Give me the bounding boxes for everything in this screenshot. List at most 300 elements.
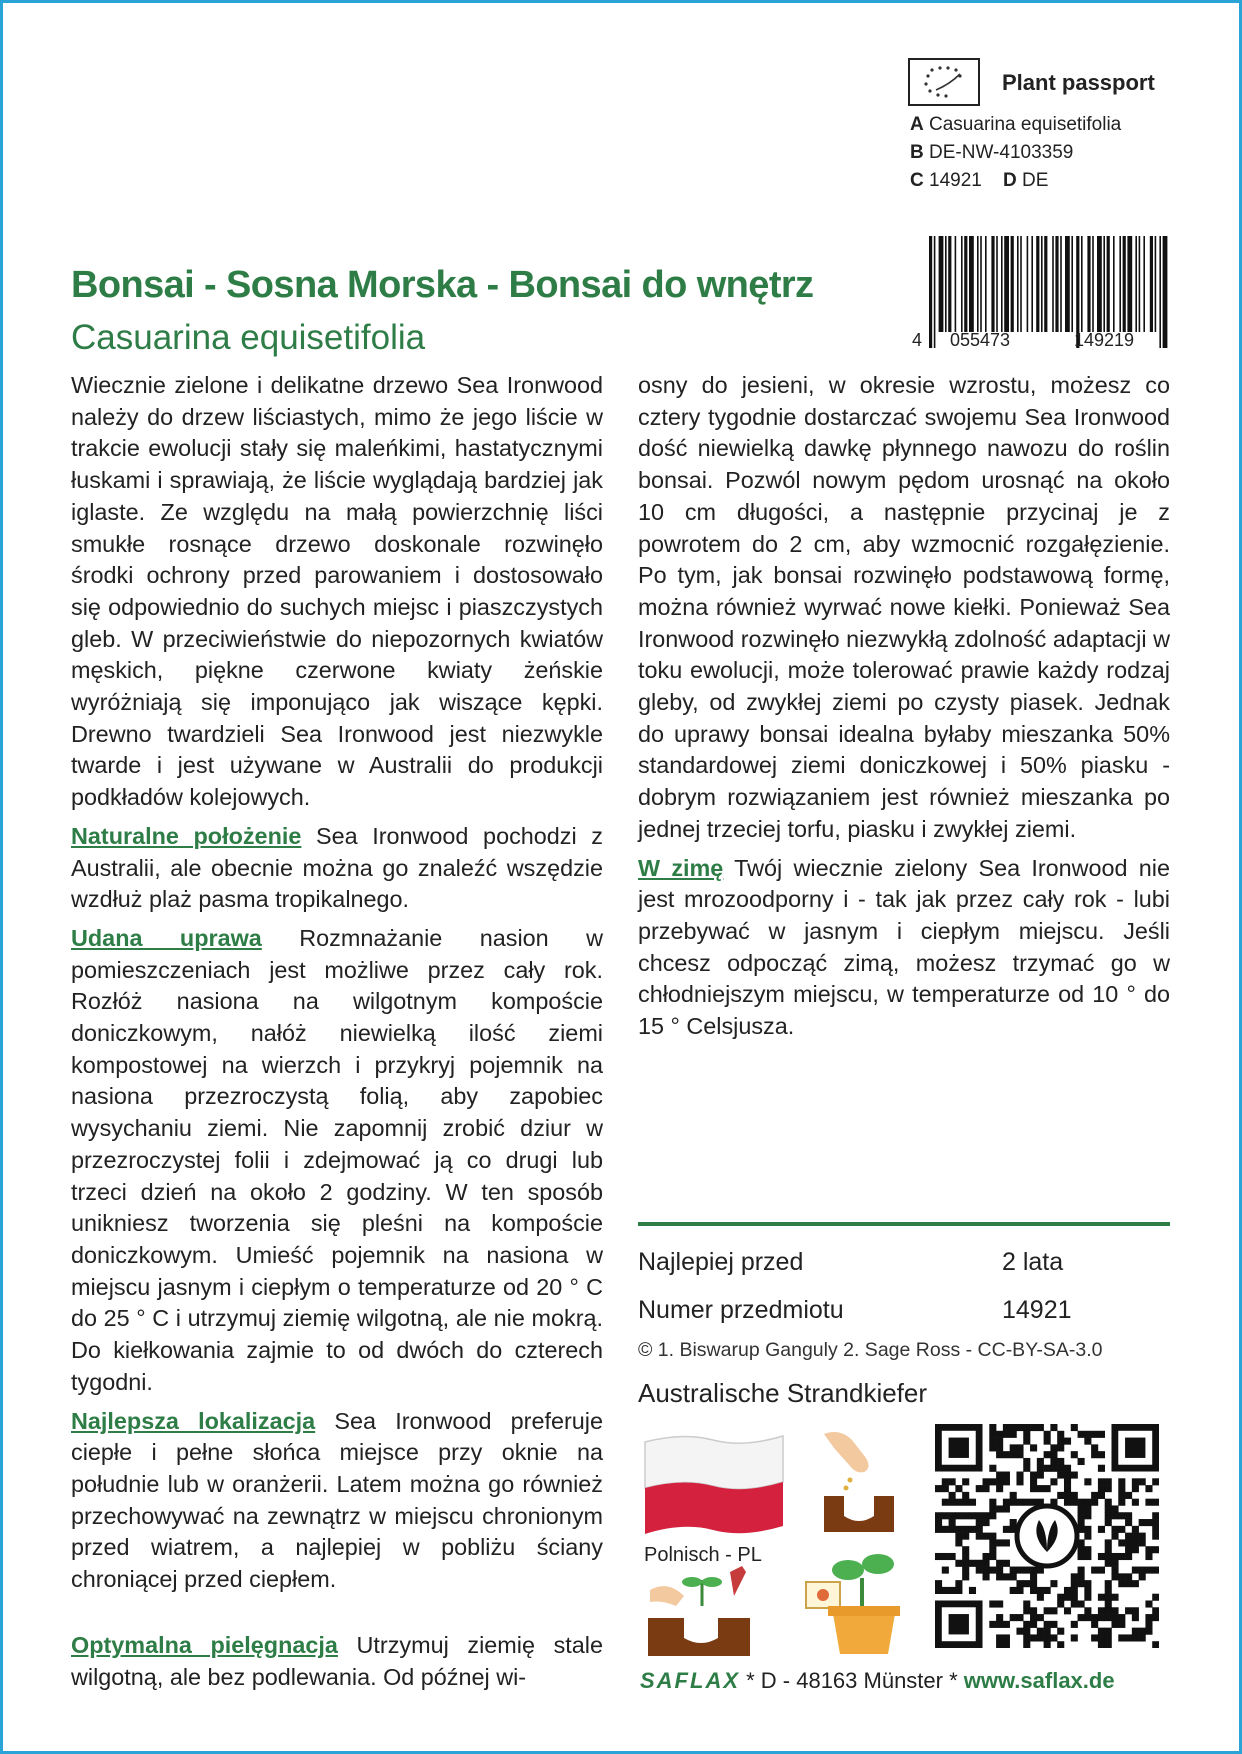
qr-module — [1023, 1499, 1030, 1506]
barcode-bar — [1135, 236, 1137, 332]
passport-line-cd: C 14921 D DE — [910, 170, 1049, 191]
qr-module — [1145, 1519, 1152, 1526]
qr-module — [1050, 1458, 1057, 1465]
qr-module — [976, 1519, 983, 1526]
qr-module — [1050, 1465, 1057, 1472]
qr-module — [1064, 1587, 1071, 1594]
qr-module — [1057, 1641, 1064, 1648]
qr-module — [1057, 1444, 1064, 1451]
qr-module — [1125, 1519, 1132, 1526]
qr-module — [1152, 1533, 1159, 1540]
qr-module — [955, 1526, 962, 1533]
qr-module — [1064, 1438, 1071, 1445]
qr-module — [935, 1485, 942, 1492]
qr-module — [955, 1512, 962, 1519]
qr-module — [1030, 1472, 1037, 1479]
barcode-bar — [961, 236, 963, 332]
qr-module — [1132, 1478, 1139, 1485]
qr-module — [1016, 1567, 1023, 1574]
qr-module — [1071, 1492, 1078, 1499]
qr-module — [1010, 1431, 1017, 1438]
qr-module — [1023, 1621, 1030, 1628]
qr-module — [1003, 1499, 1010, 1506]
qr-module — [1152, 1594, 1159, 1601]
section-care-start: Optymalna pielęgnacja Utrzymuj ziemię stale wilgotną, ale bez podlewania. Od późnej wi- — [71, 1632, 603, 1690]
qr-module — [1091, 1634, 1098, 1641]
qr-module — [1105, 1512, 1112, 1519]
barcode-bar — [1159, 236, 1161, 348]
qr-module — [955, 1560, 962, 1567]
qr-module — [1152, 1607, 1159, 1614]
qr-module — [1084, 1499, 1091, 1506]
qr-module — [969, 1499, 976, 1506]
qr-module — [1078, 1567, 1085, 1574]
qr-module — [996, 1431, 1003, 1438]
qr-module — [976, 1485, 983, 1492]
qr-module — [935, 1580, 942, 1587]
qr-module — [1111, 1560, 1118, 1567]
qr-module — [1010, 1424, 1017, 1431]
barcode-bar — [996, 236, 998, 332]
qr-module — [989, 1438, 996, 1445]
barcode-bar — [1041, 236, 1043, 332]
divider — [638, 1222, 1170, 1226]
qr-module — [949, 1492, 956, 1499]
qr-module — [1044, 1634, 1051, 1641]
qr-module — [1139, 1573, 1146, 1580]
barcode-digits-3: 149219 — [1074, 330, 1135, 350]
qr-module — [1050, 1621, 1057, 1628]
qr-module — [1023, 1634, 1030, 1641]
qr-module — [1016, 1587, 1023, 1594]
qr-module — [1064, 1485, 1071, 1492]
qr-module — [1084, 1478, 1091, 1485]
qr-module — [935, 1526, 942, 1533]
qr-module — [1084, 1512, 1091, 1519]
barcode-bar — [1139, 236, 1141, 332]
barcode-bar — [980, 236, 982, 332]
qr-module — [1003, 1539, 1010, 1546]
qr-module — [942, 1478, 949, 1485]
qr-module — [949, 1519, 956, 1526]
qr-module — [996, 1444, 1003, 1451]
qr-module — [1057, 1438, 1064, 1445]
qr-module — [1098, 1607, 1105, 1614]
qr-module — [1057, 1492, 1064, 1499]
qr-module — [996, 1505, 1003, 1512]
qr-module — [1145, 1621, 1152, 1628]
qr-module — [1050, 1444, 1057, 1451]
qr-module — [962, 1492, 969, 1499]
qr-module — [1030, 1614, 1037, 1621]
qr-module — [1118, 1614, 1125, 1621]
qr-module — [1145, 1567, 1152, 1574]
section-natural: Naturalne położenie Sea Ironwood pochodzi z Australii, ale obecnie można go znaleźć wszędzie wzdłuż plaż pasma tropikalnego. — [71, 822, 604, 913]
barcode-bar — [1020, 236, 1022, 332]
qr-module — [1003, 1641, 1010, 1648]
qr-module — [1145, 1546, 1152, 1553]
qr-module — [1010, 1587, 1017, 1594]
qr-module — [989, 1546, 996, 1553]
qr-module — [1071, 1472, 1078, 1479]
qr-module — [1003, 1560, 1010, 1567]
barcode-bar — [1107, 236, 1110, 332]
qr-module — [1037, 1472, 1044, 1479]
qr-module — [955, 1580, 962, 1587]
barcode-bar — [1011, 236, 1014, 332]
qr-module — [1091, 1567, 1098, 1574]
qr-module — [1050, 1634, 1057, 1641]
qr-module — [1145, 1485, 1152, 1492]
qr-module — [1064, 1499, 1071, 1506]
qr-module — [1044, 1431, 1051, 1438]
qr-module — [1152, 1499, 1159, 1506]
qr-module — [1152, 1567, 1159, 1574]
qr-module — [1023, 1641, 1030, 1648]
qr-module — [1003, 1424, 1010, 1431]
qr-module — [1132, 1539, 1139, 1546]
qr-module — [1132, 1546, 1139, 1553]
qr-module — [955, 1499, 962, 1506]
qr-module — [1003, 1634, 1010, 1641]
qr-module — [1016, 1580, 1023, 1587]
section-heading: Naturalne położenie — [71, 822, 302, 849]
qr-module — [1105, 1499, 1112, 1506]
qr-module — [1044, 1465, 1051, 1472]
qr-module — [949, 1499, 956, 1506]
qr-module — [1098, 1641, 1105, 1648]
qr-module — [1057, 1594, 1064, 1601]
qr-module — [1139, 1628, 1146, 1635]
qr-module — [1111, 1526, 1118, 1533]
qr-module — [1152, 1614, 1159, 1621]
qr-module — [996, 1641, 1003, 1648]
qr-module — [962, 1478, 969, 1485]
qr-module — [1030, 1587, 1037, 1594]
plant-passport-title: Plant passport — [1002, 70, 1155, 95]
qr-module — [1091, 1444, 1098, 1451]
barcode-bar — [929, 236, 932, 348]
left-column — [71, 370, 603, 1603]
barcode-bar — [939, 236, 944, 332]
qr-module — [1105, 1580, 1112, 1587]
barcode-digits-2: 055473 — [950, 330, 1011, 350]
qr-module — [989, 1621, 996, 1628]
qr-module — [1084, 1533, 1091, 1540]
barcode-bar — [934, 236, 936, 348]
qr-module — [1139, 1533, 1146, 1540]
barcode-bar — [1044, 236, 1047, 332]
qr-module — [1071, 1600, 1078, 1607]
qr-module — [1084, 1505, 1091, 1512]
qr-module — [996, 1472, 1003, 1479]
qr-module — [1030, 1573, 1037, 1580]
qr-module — [1098, 1553, 1105, 1560]
qr-module — [1111, 1614, 1118, 1621]
qr-module — [1078, 1614, 1085, 1621]
qr-module — [1111, 1512, 1118, 1519]
qr-module — [1064, 1607, 1071, 1614]
qr-module — [1098, 1567, 1105, 1574]
qr-module — [1044, 1438, 1051, 1445]
qr-module — [1044, 1607, 1051, 1614]
barcode-bar — [1004, 236, 1009, 332]
qr-module — [1111, 1567, 1118, 1574]
qr-module — [1071, 1424, 1078, 1431]
qr-module — [1030, 1499, 1037, 1506]
qr-module — [1145, 1614, 1152, 1621]
qr-module — [1098, 1492, 1105, 1499]
qr-module — [996, 1573, 1003, 1580]
website-link[interactable]: www.saflax.de — [963, 1668, 1115, 1693]
qr-module — [1125, 1533, 1132, 1540]
qr-module — [1037, 1587, 1044, 1594]
qr-module — [1105, 1634, 1112, 1641]
qr-module — [989, 1431, 996, 1438]
qr-module — [969, 1512, 976, 1519]
qr-module — [1091, 1451, 1098, 1458]
qr-module — [955, 1533, 962, 1540]
qr-module — [983, 1560, 990, 1567]
qr-module — [1139, 1634, 1146, 1641]
qr-module — [1071, 1499, 1078, 1506]
barcode-bar — [1163, 236, 1168, 348]
qr-module — [1016, 1472, 1023, 1479]
qr-module — [949, 1512, 956, 1519]
qr-module — [1030, 1621, 1037, 1628]
product-title: Bonsai - Sosna Morska - Bonsai do wnętrz — [71, 264, 814, 306]
qr-module — [1152, 1512, 1159, 1519]
qr-module — [1098, 1485, 1105, 1492]
qr-module — [983, 1553, 990, 1560]
qr-module — [1037, 1594, 1044, 1601]
qr-module — [1118, 1553, 1125, 1560]
qr-module — [1084, 1594, 1091, 1601]
qr-module — [1118, 1539, 1125, 1546]
potted-plant-icon — [802, 1548, 912, 1656]
qr-finder-pattern — [949, 1438, 969, 1458]
qr-module — [1118, 1485, 1125, 1492]
qr-module — [976, 1533, 983, 1540]
qr-module — [1044, 1621, 1051, 1628]
qr-module — [1050, 1451, 1057, 1458]
qr-module — [1078, 1553, 1085, 1560]
qr-module — [1030, 1444, 1037, 1451]
barcode-bar — [964, 236, 967, 332]
qr-module — [1044, 1451, 1051, 1458]
barcode-bar — [1036, 236, 1039, 332]
qr-module — [996, 1485, 1003, 1492]
qr-module — [1037, 1614, 1044, 1621]
qr-module — [1003, 1526, 1010, 1533]
qr-module — [1091, 1499, 1098, 1506]
qr-module — [1125, 1539, 1132, 1546]
barcode-bar — [1097, 236, 1102, 332]
qr-module — [1125, 1573, 1132, 1580]
qr-module — [1105, 1641, 1112, 1648]
qr-module — [1003, 1472, 1010, 1479]
qr-module — [1064, 1594, 1071, 1601]
barcode-bar — [1027, 236, 1029, 332]
qr-module — [983, 1533, 990, 1540]
eu-organic-logo-icon — [908, 58, 980, 106]
language-label: Polnisch - PL — [644, 1544, 762, 1566]
qr-finder-pattern — [949, 1614, 969, 1634]
qr-module — [1084, 1438, 1091, 1445]
qr-module — [976, 1560, 983, 1567]
footer — [640, 1668, 1115, 1694]
qr-module — [989, 1567, 996, 1574]
qr-module — [996, 1451, 1003, 1458]
qr-module — [1084, 1607, 1091, 1614]
qr-module — [955, 1539, 962, 1546]
qr-module — [1010, 1492, 1017, 1499]
item-number-value: 14921 — [1002, 1296, 1072, 1324]
qr-module — [1125, 1580, 1132, 1587]
qr-module — [942, 1526, 949, 1533]
qr-module — [1132, 1614, 1139, 1621]
qr-module — [983, 1485, 990, 1492]
qr-module — [1132, 1567, 1139, 1574]
qr-module — [1023, 1607, 1030, 1614]
qr-module — [1010, 1567, 1017, 1574]
qr-module — [1111, 1553, 1118, 1560]
qr-module — [969, 1587, 976, 1594]
qr-module — [1044, 1641, 1051, 1648]
best-before-value: 2 lata — [1002, 1248, 1064, 1276]
qr-module — [1016, 1499, 1023, 1506]
qr-module — [1071, 1587, 1078, 1594]
qr-module — [1098, 1614, 1105, 1621]
qr-module — [1132, 1499, 1139, 1506]
qr-module — [1111, 1594, 1118, 1601]
qr-module — [1016, 1628, 1023, 1635]
qr-module — [996, 1621, 1003, 1628]
qr-module — [1145, 1600, 1152, 1607]
qr-module — [1016, 1614, 1023, 1621]
qr-module — [1078, 1580, 1085, 1587]
qr-module — [989, 1539, 996, 1546]
qr-module — [1078, 1573, 1085, 1580]
qr-module — [1050, 1424, 1057, 1431]
qr-module — [1145, 1628, 1152, 1635]
qr-module — [1132, 1634, 1139, 1641]
qr-module — [1118, 1512, 1125, 1519]
qr-module — [996, 1478, 1003, 1485]
qr-module — [1105, 1628, 1112, 1635]
qr-module — [1071, 1451, 1078, 1458]
qr-module — [1010, 1519, 1017, 1526]
qr-module — [1118, 1478, 1125, 1485]
qr-module — [1139, 1478, 1146, 1485]
qr-module — [1091, 1614, 1098, 1621]
qr-module — [989, 1444, 996, 1451]
qr-module — [996, 1539, 1003, 1546]
barcode-bar — [1001, 236, 1003, 332]
qr-module — [1030, 1607, 1037, 1614]
qr-module — [996, 1438, 1003, 1445]
qr-module — [1037, 1424, 1044, 1431]
qr-module — [1091, 1431, 1098, 1438]
barcode-bar — [991, 236, 994, 332]
qr-module — [1084, 1526, 1091, 1533]
qr-module — [1091, 1492, 1098, 1499]
qr-module — [1105, 1587, 1112, 1594]
qr-module — [1044, 1628, 1051, 1635]
barcode-bar — [1092, 236, 1094, 332]
qr-module — [996, 1634, 1003, 1641]
qr-module — [1118, 1634, 1125, 1641]
qr-module — [1084, 1587, 1091, 1594]
qr-module — [962, 1567, 969, 1574]
qr-module — [1030, 1478, 1037, 1485]
qr-module — [1016, 1424, 1023, 1431]
qr-module — [1084, 1614, 1091, 1621]
qr-module — [1071, 1573, 1078, 1580]
qr-module — [1118, 1499, 1125, 1506]
qr-module — [1125, 1512, 1132, 1519]
qr-module — [1078, 1499, 1085, 1506]
qr-module — [942, 1587, 949, 1594]
qr-module — [1023, 1438, 1030, 1445]
qr-module — [1118, 1492, 1125, 1499]
qr-module — [1023, 1567, 1030, 1574]
qr-module — [989, 1512, 996, 1519]
qr-module — [1098, 1465, 1105, 1472]
qr-module — [989, 1533, 996, 1540]
qr-module — [1071, 1621, 1078, 1628]
qr-module — [1044, 1485, 1051, 1492]
section-care-continued: osny do jesieni, w okresie wzrostu, możesz co cztery tygodnie dostarczać swojemu Sea Ironwood dość niewielką dawkę płynnego nawozu do roślin bonsai. Pozwól nowym pędom urosnąć na około 10 cm długości, a następnie przycinaj je z powrotem do 2 cm, aby wzmocnić rozgałęzienie. Po tym, jak bonsai rozwinęło podstawową formę, można również wyrwać nowe kiełki. Ponieważ Sea Ironwood rozwinęło niezwykłą zdolność adaptacji w toku ewolucji, może tolerować prawie każdy rodzaj gleby, od zwykłej ziemi po czysty piasek. Jednak do uprawy bonsai idealna byłaby mieszanka 50% standardowej ziemi doniczkowej i 50% piasku - dobrym rozwiązaniem jest również mieszanka po jednej trzeciej torfu, piasku i zwykłej ziemi. — [638, 372, 1170, 842]
qr-module — [1145, 1499, 1152, 1506]
qr-module — [983, 1573, 990, 1580]
qr-module — [1016, 1444, 1023, 1451]
qr-module — [1030, 1485, 1037, 1492]
qr-module — [989, 1499, 996, 1506]
qr-module — [996, 1567, 1003, 1574]
qr-module — [1125, 1492, 1132, 1499]
qr-module — [1030, 1580, 1037, 1587]
qr-module — [989, 1505, 996, 1512]
intro-paragraph: Wiecznie zielone i delikatne drzewo Sea Ironwood należy do drzew liściastych, mimo że jego liście w trakcie ewolucji stały się maleńkimi, hastatycznymi łuskami i sprawiają, że liście wyglądają bardziej jak iglaste. Ze względu na małą powierzchnię liści smukłe rosnące drzewo doskonale rozwinęło środki ochrony przed parowaniem i dostosowało się odpowiednio do suchych miejsc i piaszczystych gleb. W przeciwieństwie do niepozornych kwiatów męskich, piękne czerwone kwiaty żeńskie wyróżniają się imponująco jak wiszące kępki. Drewno twardzieli Sea Ironwood jest niezwykle twarde i jest używane w Australii do produkcji podkładów kolejowych. — [71, 372, 603, 811]
qr-module — [962, 1499, 969, 1506]
best-before-label: Najlepiej przed — [638, 1248, 804, 1276]
qr-module — [1023, 1465, 1030, 1472]
qr-module — [1105, 1485, 1112, 1492]
qr-module — [1105, 1607, 1112, 1614]
qr-module — [1037, 1458, 1044, 1465]
qr-module — [1016, 1451, 1023, 1458]
qr-module — [1105, 1478, 1112, 1485]
qr-module — [942, 1499, 949, 1506]
section-growing: Udana uprawa Rozmnażanie nasion w pomieszczeniach jest możliwe przez cały rok. Rozłóż nasiona na wilgotnym kompoście doniczkowym, nałóż niewielką ilość ziemi kompostowej na wierzch i przykryj pojemnik na nasiona przezroczystą folią, aby zapobiec wysychaniu ziemi. Nie zapomnij zrobić dziur w przezroczystej folii i zdejmować ją co drugi lub trzeci dzień na około 2 godziny. W ten sposób unikniesz tworzenia się pleśni na kompoście doniczkowym. Umieść pojemnik na nasiona w miejscu jasnym i ciepłym o temperaturze od 20 ° C do 25 ° C i utrzymuj ziemię wilgotną, ale nie mokrą. Do kiełkowania zajmie to od dwóch do czterech tygodni. — [71, 924, 603, 1395]
qr-module — [949, 1478, 956, 1485]
qr-module — [1145, 1553, 1152, 1560]
qr-module — [989, 1424, 996, 1431]
qr-module — [1098, 1431, 1105, 1438]
qr-module — [1105, 1505, 1112, 1512]
qr-module — [1030, 1567, 1037, 1574]
right-column — [638, 370, 1170, 1050]
qr-module — [935, 1553, 942, 1560]
qr-module — [1125, 1634, 1132, 1641]
qr-module — [1010, 1451, 1017, 1458]
barcode-bar — [1071, 236, 1073, 332]
qr-module — [962, 1512, 969, 1519]
barcode-bar — [1113, 236, 1115, 332]
qr-code-icon — [935, 1424, 1159, 1648]
qr-module — [955, 1485, 962, 1492]
